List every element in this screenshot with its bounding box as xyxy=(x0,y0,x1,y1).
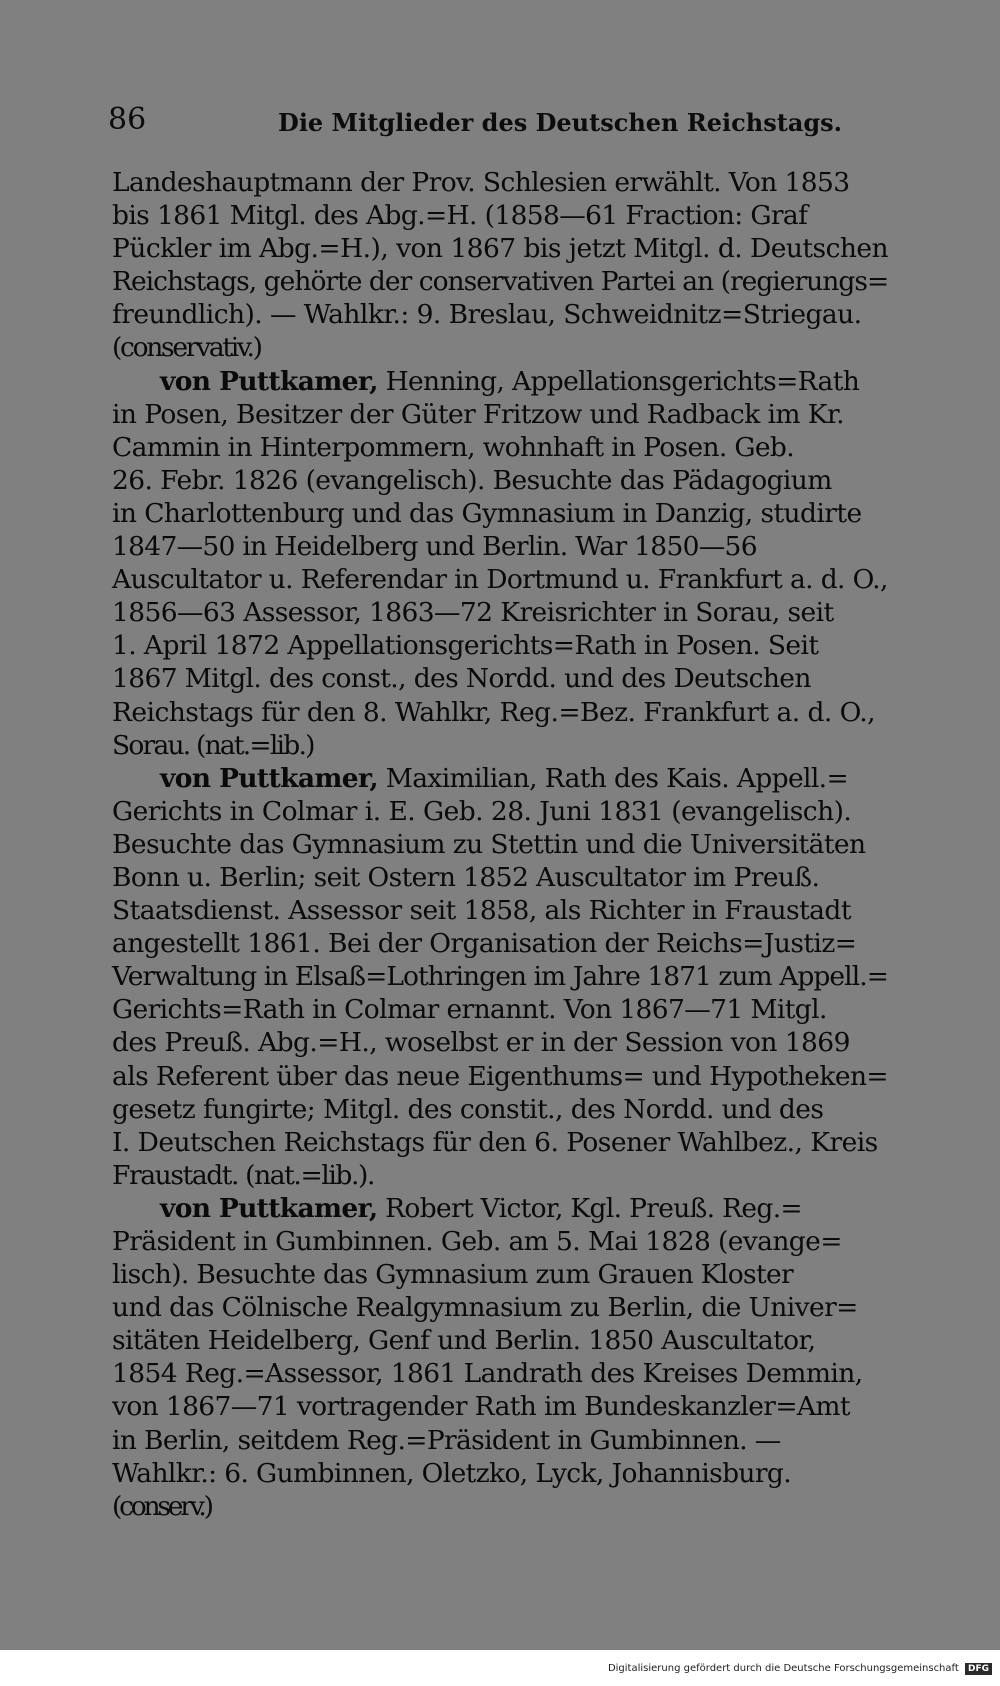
line-text: Robert Victor, Kgl. Preuß. Reg.= xyxy=(377,1192,802,1224)
text-line xyxy=(112,298,920,331)
line-text: Staatsdienst. Assessor seit 1858, als Richter in Fraustadt xyxy=(112,895,851,927)
text-line xyxy=(112,1457,920,1490)
text-line xyxy=(112,1424,920,1457)
line-text: Auscultator u. Referendar in Dortmund u. Frankfurt a. d. O., xyxy=(112,564,888,596)
text-line xyxy=(112,1291,920,1324)
text-line xyxy=(112,232,920,265)
line-text: 1. April 1872 Appellationsgerichts=Rath in Posen. Seit xyxy=(112,630,819,662)
line-text: in Charlottenburg und das Gymnasium in Danzig, studirte xyxy=(112,497,862,529)
line-text: Henning, Appellationsgerichts=Rath xyxy=(377,365,860,397)
line-text: Gerichts=Rath in Colmar ernannt. Von 1867—71 Mitgl. xyxy=(112,994,827,1026)
member-name: von Puttkamer, xyxy=(160,762,378,794)
text-line xyxy=(112,629,920,662)
line-text: Wahlkr.: 6. Gumbinnen, Oletzko, Lyck, Johannisburg. xyxy=(112,1457,792,1489)
line-text: von 1867—71 vortragender Rath im Bundeskanzler=Amt xyxy=(112,1391,850,1423)
line-text: angestellt 1861. Bei der Organisation der Reichs=Justiz= xyxy=(112,928,857,960)
text-line xyxy=(112,398,920,431)
text-line xyxy=(112,861,920,894)
text-line xyxy=(112,795,920,828)
line-text: als Referent über das neue Eigenthums= und Hypotheken= xyxy=(112,1060,889,1092)
text-line xyxy=(112,828,920,861)
body-text xyxy=(112,166,920,1523)
text-line xyxy=(112,1159,920,1192)
line-text: Landeshauptmann der Prov. Schlesien erwählt. Von 1853 xyxy=(112,167,850,198)
line-text: lisch). Besuchte das Gymnasium zum Grauen Kloster xyxy=(112,1259,794,1291)
line-text: Maximilian, Rath des Kais. Appell.= xyxy=(377,762,849,794)
line-text: bis 1861 Mitgl. des Abg.=H. (1858—61 Fraction: Graf xyxy=(112,200,808,232)
text-line xyxy=(112,1060,920,1093)
page-header xyxy=(108,100,888,144)
line-text: Reichstags, gehörte der conservativen Partei an (regierungs= xyxy=(112,266,889,298)
page-number: 86 xyxy=(108,102,147,137)
line-text: Cammin in Hinterpommern, wohnhaft in Posen. Geb. xyxy=(112,431,794,463)
text-line xyxy=(112,166,920,199)
line-text: sitäten Heidelberg, Genf und Berlin. 1850 Auscultator, xyxy=(112,1325,816,1357)
line-text: gesetz fungirte; Mitgl. des constit., des Nordd. und des xyxy=(112,1093,824,1125)
line-text: 1856—63 Assessor, 1863—72 Kreisrichter in Sorau, seit xyxy=(112,597,834,629)
text-line xyxy=(112,894,920,927)
line-text: freundlich). — Wahlkr.: 9. Breslau, Schweidnitz=Striegau. xyxy=(112,299,862,331)
line-text: Sorau. (nat.=lib.) xyxy=(112,729,314,761)
line-text: Gerichts in Colmar i. E. Geb. 28. Juni 1831 (evangelisch). xyxy=(112,795,852,827)
text-line xyxy=(112,1225,920,1258)
text-line xyxy=(112,1490,920,1523)
text-line xyxy=(112,1258,920,1291)
text-line xyxy=(112,927,920,960)
text-line xyxy=(112,464,920,497)
line-text: I. Deutschen Reichstags für den 6. Posener Wahlbez., Kreis xyxy=(112,1126,878,1158)
member-name: von Puttkamer, xyxy=(160,365,378,397)
line-text: Präsident in Gumbinnen. Geb. am 5. Mai 1828 (evange= xyxy=(112,1226,842,1257)
line-text: Verwaltung in Elsaß=Lothringen im Jahre 1871 zum Appell.= xyxy=(112,961,888,993)
text-line xyxy=(112,1390,920,1423)
text-line xyxy=(112,596,920,629)
line-text: Reichstags für den 8. Wahlkr, Reg.=Bez. Frankfurt a. d. O., xyxy=(112,696,876,728)
footer-credit xyxy=(608,1663,992,1675)
text-line xyxy=(112,729,920,762)
line-text: 1847—50 in Heidelberg und Berlin. War 1850—56 xyxy=(112,531,757,563)
text-line xyxy=(112,1026,920,1059)
entry-first-line xyxy=(112,1192,920,1225)
entry-first-line xyxy=(112,762,920,795)
text-line xyxy=(112,1357,920,1390)
text-line xyxy=(112,1126,920,1159)
text-line xyxy=(112,265,920,298)
text-line xyxy=(112,431,920,464)
line-text: in Posen, Besitzer der Güter Fritzow und Radback im Kr. xyxy=(112,398,845,430)
text-line xyxy=(112,497,920,530)
line-text: Bonn u. Berlin; seit Ostern 1852 Auscultator im Preuß. xyxy=(112,861,820,893)
dfg-logo: DFG xyxy=(965,1663,992,1675)
line-text: 26. Febr. 1826 (evangelisch). Besuchte das Pädagogium xyxy=(112,464,832,496)
line-text: in Berlin, seitdem Reg.=Präsident in Gumbinnen. — xyxy=(112,1424,781,1456)
text-line xyxy=(112,960,920,993)
line-text: Besuchte das Gymnasium zu Stettin und die Universitäten xyxy=(112,828,866,860)
line-text: (conserv.) xyxy=(112,1490,211,1522)
footer-credit-text: Digitalisierung gefördert durch die Deutsche Forschungsgemeinschaft xyxy=(607,1663,959,1674)
text-line xyxy=(112,993,920,1026)
line-text: und das Cölnische Realgymnasium zu Berlin, die Univer= xyxy=(112,1292,858,1324)
text-line xyxy=(112,563,920,596)
line-text: Pückler im Abg.=H.), von 1867 bis jetzt Mitgl. d. Deutschen xyxy=(112,233,889,265)
line-text: Fraustadt. (nat.=lib.). xyxy=(112,1159,375,1191)
text-line xyxy=(112,199,920,232)
text-line xyxy=(112,1324,920,1357)
text-line xyxy=(112,1093,920,1126)
text-line xyxy=(112,662,920,695)
running-title: Die Mitglieder des Deutschen Reichstags. xyxy=(278,108,843,137)
entry-first-line xyxy=(112,365,920,398)
line-text: des Preuß. Abg.=H., woselbst er in der Session von 1869 xyxy=(112,1027,850,1059)
line-text: 1867 Mitgl. des const., des Nordd. und des Deutschen xyxy=(112,663,811,695)
text-line xyxy=(112,530,920,563)
line-text: 1854 Reg.=Assessor, 1861 Landrath des Kreises Demmin, xyxy=(112,1358,863,1390)
line-text: (conservativ.) xyxy=(112,332,261,364)
text-line xyxy=(112,331,920,364)
member-name: von Puttkamer, xyxy=(160,1192,378,1224)
text-line xyxy=(112,696,920,729)
